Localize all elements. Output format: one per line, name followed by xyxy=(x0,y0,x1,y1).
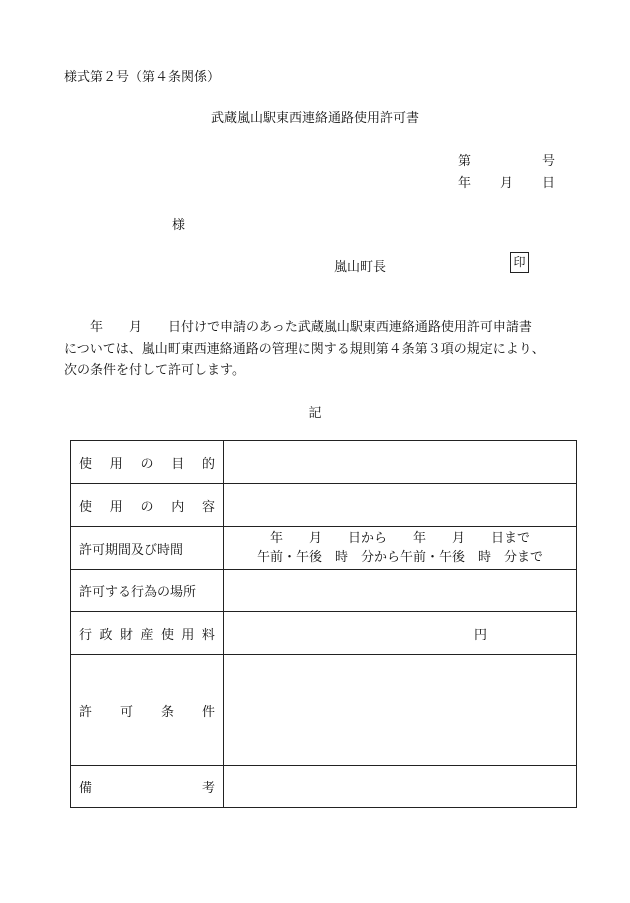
purpose-label: 使 用 の 目 的 xyxy=(71,441,224,484)
period-time-range: 午前・午後 時 分から午前・午後 時 分まで xyxy=(256,550,543,565)
addressee-honorific: 様 xyxy=(172,218,186,233)
content-label: 使 用 の 内 容 xyxy=(71,484,224,527)
fee-label: 行 政 財 産 使 用 料 xyxy=(71,612,224,655)
yen-unit: 円 xyxy=(474,628,488,643)
permit-body-text xyxy=(64,317,584,382)
table-row xyxy=(71,612,577,655)
document-title: 武蔵嵐山駅東西連絡通路使用許可書 xyxy=(210,111,419,126)
issuer-title: 嵐山町長 xyxy=(334,260,387,275)
body-line-2: については、嵐山町東西連絡通路の管理に関する規則第４条第３項の規定により、 xyxy=(64,341,545,357)
ki-heading: 記 xyxy=(308,406,322,421)
form-number-label: 様式第２号（第４条関係） xyxy=(64,70,221,85)
number-prefix: 第 xyxy=(458,154,472,169)
table-row xyxy=(71,441,577,484)
seal-mark: 印 xyxy=(510,252,529,273)
table-row xyxy=(71,655,577,766)
number-suffix: 号 xyxy=(542,154,556,169)
permit-conditions-table xyxy=(70,440,577,808)
table-row xyxy=(71,527,577,570)
purpose-value xyxy=(224,441,577,484)
location-label: 許可する行為の場所 xyxy=(71,570,224,612)
content-value xyxy=(224,484,577,527)
body-line-1: 年 月 日付けで申請のあった武蔵嵐山駅東西連絡通路使用許可申請書 xyxy=(64,320,532,335)
table-row xyxy=(71,484,577,527)
body-line-3: 次の条件を付して許可します。 xyxy=(64,363,245,378)
table-row xyxy=(71,570,577,612)
date-year: 年 xyxy=(458,176,472,191)
date-month: 月 xyxy=(500,176,514,191)
period-value xyxy=(224,527,577,570)
period-date-range: 年 月 日から 年 月 日まで xyxy=(269,531,530,546)
date-day: 日 xyxy=(542,176,556,191)
fee-value xyxy=(224,612,577,655)
location-value xyxy=(224,570,577,612)
remarks-value xyxy=(224,766,577,808)
conditions-label: 許 可 条 件 xyxy=(71,655,224,766)
conditions-value xyxy=(224,655,577,766)
table-row xyxy=(71,766,577,808)
period-label: 許可期間及び時間 xyxy=(71,527,224,570)
remarks-label: 備 考 xyxy=(71,766,224,808)
